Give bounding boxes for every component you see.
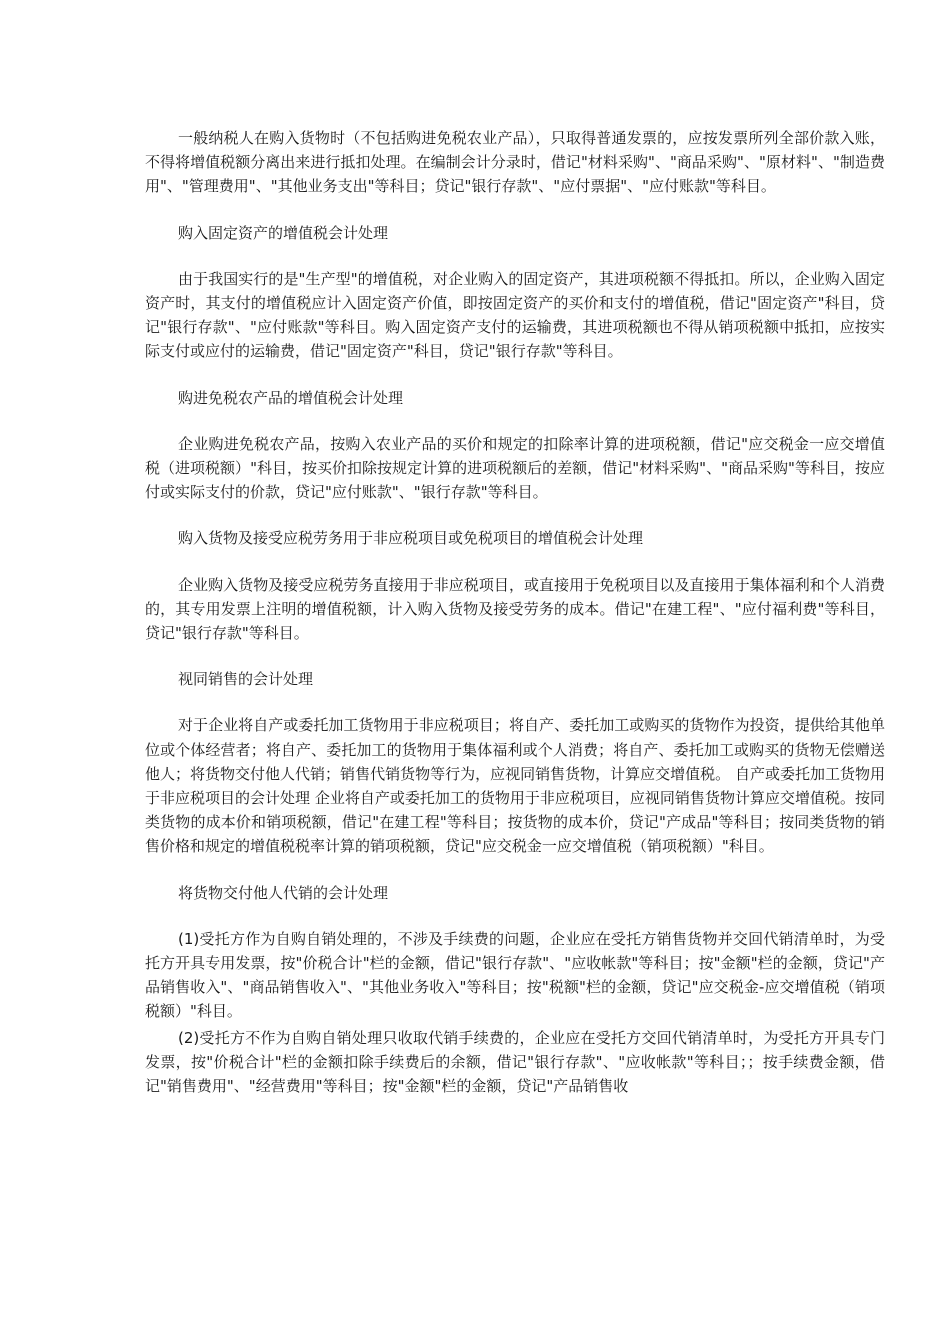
- paragraph-gap: [145, 364, 885, 386]
- paragraph-deemed-sales: 对于企业将自产或委托加工货物用于非应税项目；将自产、委托加工或购买的货物作为投资，提供给其他单位或个体经营者；将自产、委托加工的货物用于集体福利或个人消费；将自产、委托加工或购买的货物无偿赠送他人；将货物交付他人代销；销售代销货物等行为，应视同销售货物，计算应交增值税。 自产或委托加工货物用于非应税项目的会计处理 企业将自产或委托加工的货物用于非应税项目，应视同销售货物计算应交增值税。按同类货物的成本价和销项税额，借记"在建工程"等科目；按货物的成本价，贷记"产成品"等科目；按同类货物的销售价格和规定的增值税税率计算的销项税额，贷记"应交税金一应交增值税（销项税额）"科目。: [145, 716, 885, 856]
- paragraph-general-taxpayer: 一般纳税人在购入货物时（不包括购进免税农业产品），只取得普通发票的，应按发票所列全部价款入账，不得将增值税额分离出来进行抵扣处理。在编制会计分录时，借记"材料采购"、"商品采购"、"原材料"、"制造费用"、"管理费用"、"其他业务支出"等科目；贷记"银行存款"、"应付票据"、"应付账款"等科目。: [145, 129, 885, 196]
- paragraph-consignment-1: (1)受托方作为自购自销处理的，不涉及手续费的问题，企业应在受托方销售货物并交回代销清单时，为受托方开具专用发票，按"价税合计"栏的金额，借记"银行存款"、"应收帐款"等科目；按"金额"栏的金额，贷记"产品销售收入"、"商品销售收入"、"其他业务收入"等科目；按"税额"栏的金额，贷记"应交税金-应交增值税（销项税额）"科目。: [145, 929, 885, 1021]
- heading-non-taxable-use: 购入货物及接受应税劳务用于非应税项目或免税项目的增值税会计处理: [178, 529, 644, 548]
- document-page: [145, 126, 885, 1098]
- heading-fixed-assets: 购入固定资产的增值税会计处理: [178, 223, 389, 242]
- paragraph-gap: [145, 199, 885, 221]
- paragraph-gap: [145, 504, 885, 526]
- paragraph-gap: [145, 410, 885, 432]
- paragraph-gap: [145, 859, 885, 881]
- paragraph-consignment-2: (2)受托方不作为自购自销处理只收取代销手续费的，企业应在受托方交回代销清单时，为受托方开具专门发票，按"价税合计"栏的金额扣除手续费后的余额，借记"银行存款"、"应收帐款"等科目；；按手续费金额，借记"销售费用"、"经营费用"等科目；按"金额"栏的金额，贷记"产品销售收: [145, 1028, 885, 1096]
- paragraph-gap: [145, 645, 885, 667]
- paragraph-gap: [145, 551, 885, 573]
- paragraph-gap: [145, 905, 885, 927]
- paragraph-gap: [145, 691, 885, 713]
- heading-tax-free-agri: 购进免税农产品的增值税会计处理: [178, 388, 404, 407]
- paragraph-fixed-assets: 由于我国实行的是"生产型"的增值税，对企业购入的固定资产，其进项税额不得抵扣。所以，企业购入固定资产时，其支付的增值税应计入固定资产价值，即按固定资产的买价和支付的增值税，借记"固定资产"科目，贷记"银行存款"、"应付账款"等科目。购入固定资产支付的运输费，其进项税额也不得从销项税额中抵扣，应按实际支付或应付的运输费，借记"固定资产"科目，贷记"银行存款"等科目。: [145, 269, 885, 361]
- paragraph-non-taxable-use: 企业购入货物及接受应税劳务直接用于非应税项目，或直接用于免税项目以及直接用于集体福利和个人消费的，其专用发票上注明的增值税额，计入购入货物及接受劳务的成本。借记"在建工程"、"应付福利费"等科目，贷记"银行存款"等科目。: [145, 575, 885, 643]
- paragraph-gap: [145, 245, 885, 267]
- heading-deemed-sales: 视同销售的会计处理: [178, 670, 314, 689]
- paragraph-tax-free-agri: 企业购进免税农产品，按购入农业产品的买价和规定的扣除率计算的进项税额，借记"应交税金一应交增值税（进项税额）"科目，按买价扣除按规定计算的进项税额后的差额，借记"材料采购"、"商品采购"等科目，按应付或实际支付的价款，贷记"应付账款"、"银行存款"等科目。: [145, 434, 885, 502]
- heading-consignment: 将货物交付他人代销的会计处理: [178, 883, 389, 902]
